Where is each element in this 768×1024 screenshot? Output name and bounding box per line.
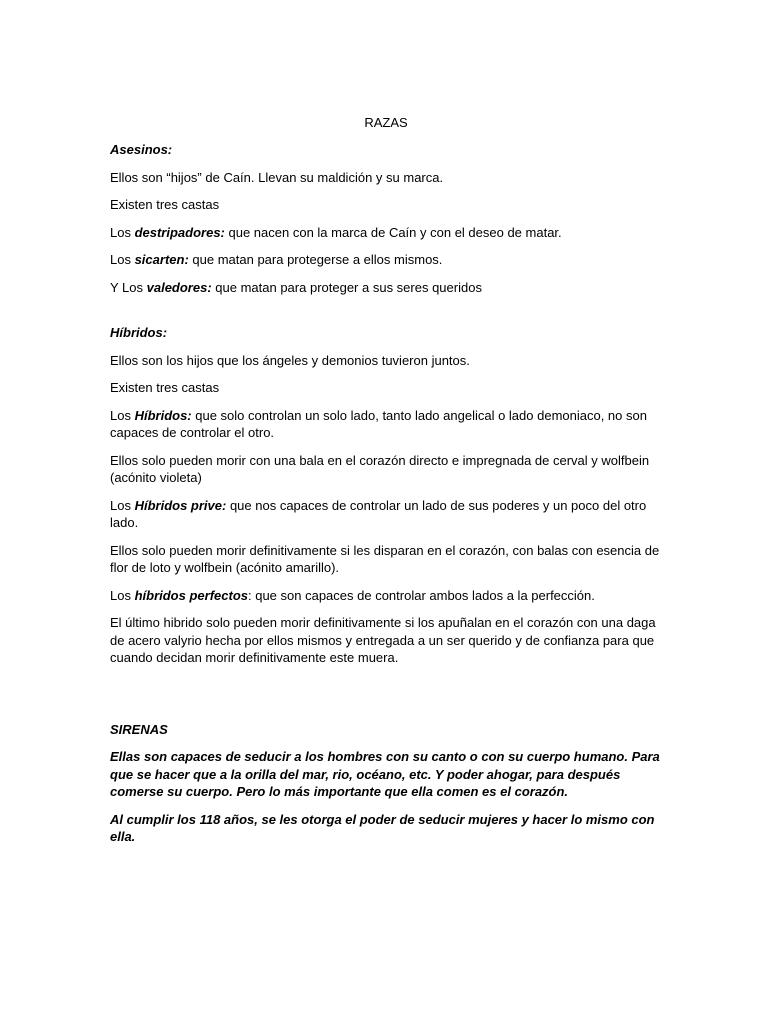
hibridos-death-3: El último hibrido solo pueden morir definitivamente si los apuñalan en el corazón con una daga de acero valyrio hecha por ellos mismos y entregada a un ser querido y de confianza para que cuando decidan morir definitivamente este muera.: [110, 615, 656, 665]
asesinos-item-destripadores: [110, 224, 662, 242]
section-heading-asesinos: Asesinos:: [110, 142, 173, 157]
hibridos-item-hibridos: [110, 407, 662, 442]
item-prefix: Los: [110, 497, 135, 513]
item-description: que solo controlan un solo lado, tanto lado angelical o lado demoniaco, no son capaces de controlar el otro.: [110, 407, 647, 440]
hibridos-death-1: Ellos solo pueden morir con una bala en el corazón directo e impregnada de cerval y wolfbein (acónito violeta): [110, 452, 650, 485]
item-term: valedores:: [146, 279, 212, 295]
item-term: sicarten:: [134, 252, 189, 267]
item-description: que nos capaces de controlar un lado de sus poderes y un poco del otro lado.: [110, 497, 647, 530]
sirenas-paragraph-1: Ellas son capaces de seducir a los hombres con su canto o con su cuerpo humano. Para que se hacer que a la orilla del mar, rio, océano, etc. Y poder ahogar, para después comerse su cuerpo. Pero lo más importante que ella comen es el corazón.: [110, 749, 660, 799]
item-prefix: Los: [110, 407, 135, 423]
item-description: que matan para proteger a sus seres queridos: [211, 279, 482, 295]
item-term: Híbridos prive:: [134, 497, 227, 513]
asesinos-item-valedores: [110, 279, 662, 297]
document-body: [110, 114, 662, 856]
item-description: que matan para protegerse a ellos mismos.: [188, 252, 443, 267]
asesinos-intro: Ellos son “hijos” de Caín. Llevan su maldición y su marca.: [110, 169, 444, 185]
item-prefix: Y Los: [110, 279, 147, 295]
item-term: destripadores:: [134, 224, 225, 240]
item-term: Híbridos:: [134, 407, 192, 423]
hibridos-item-prive: [110, 497, 662, 532]
item-description: : que son capaces de controlar ambos lados a la perfección.: [248, 587, 595, 603]
item-term: híbridos perfectos: [134, 587, 248, 603]
hibridos-death-2: Ellos solo pueden morir definitivamente si les disparan en el corazón, con balas con esencia de flor de loto y wolfbein (acónito amarillo).: [110, 542, 660, 575]
section-sirenas: [110, 721, 662, 846]
hibridos-item-perfectos: [110, 587, 662, 605]
hibridos-intro: Ellos son los hijos que los ángeles y demonios tuvieron juntos.: [110, 352, 470, 368]
section-heading-sirenas: SIRENAS: [110, 721, 168, 737]
asesinos-castas: Existen tres castas: [110, 197, 220, 212]
asesinos-item-sicarten: [110, 251, 662, 269]
hibridos-castas: Existen tres castas: [110, 380, 220, 395]
item-prefix: Los: [110, 587, 135, 603]
item-description: que nacen con la marca de Caín y con el deseo de matar.: [224, 224, 562, 240]
document-title: RAZAS: [364, 115, 408, 130]
item-prefix: Los: [110, 252, 135, 267]
item-prefix: Los: [110, 224, 135, 240]
section-heading-hibridos: Híbridos:: [110, 325, 168, 340]
sirenas-paragraph-2: Al cumplir los 118 años, se les otorga el poder de seducir mujeres y hacer lo mismo con ella.: [110, 811, 655, 844]
